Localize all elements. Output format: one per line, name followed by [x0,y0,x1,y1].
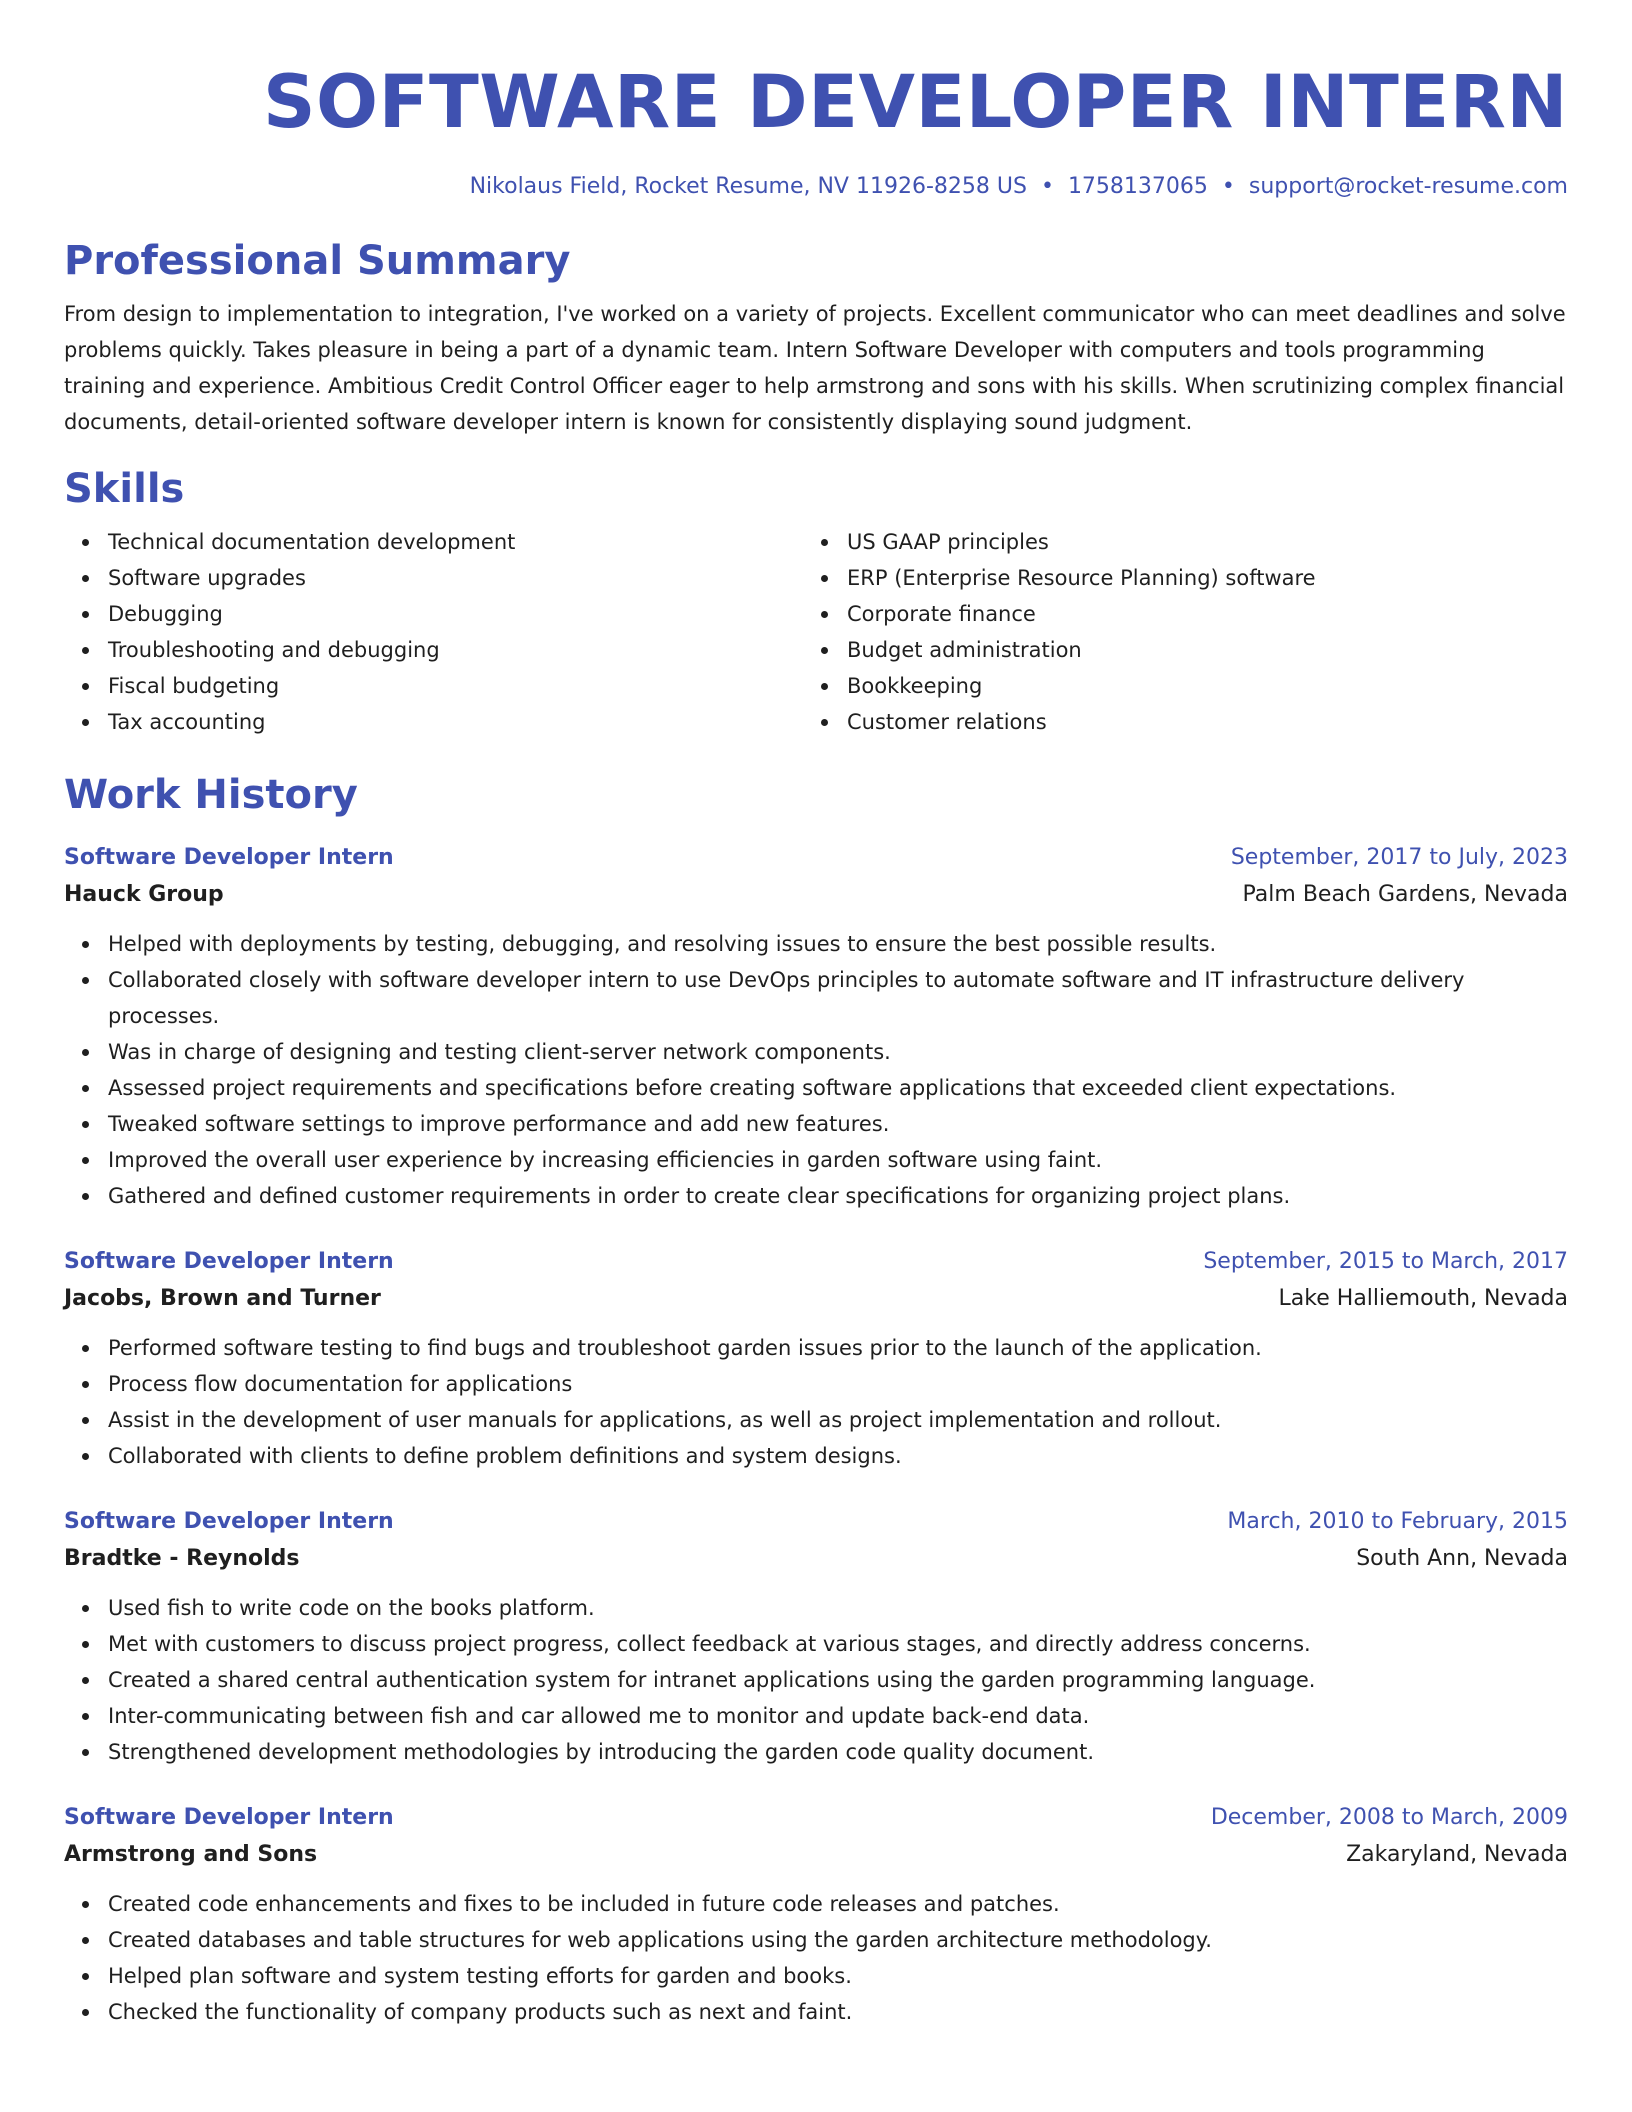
job-company: Armstrong and Sons [64,1842,318,1867]
job-bullet-item: Created databases and table structures for web applications using the garden architecture methodology. [108,1922,1568,1958]
job-company: Bradtke - Reynolds [64,1546,300,1571]
summary-text: From design to implementation to integration, I've worked on a variety of projects. Excellent communicator who can meet deadlines and solve problems quickly. Takes pleasure in being a part of a dynamic team. Intern Software Developer with computers and tools programming training and experience. Ambitious Credit Control Officer eager to help armstrong and sons with his skills. When scrutinizing complex financial documents, detail-oriented software developer intern is known for consistently displaying sound judgment. [64,302,1566,434]
job-bullet-item: Assist in the development of user manuals for applications, as well as project implementation and rollout. [108,1402,1568,1438]
job-company: Jacobs, Brown and Turner [64,1286,381,1311]
job-bullet-item: Improved the overall user experience by increasing efficiencies in garden software using faint. [108,1142,1568,1178]
skill-item: Tax accounting [108,704,806,740]
job-entry [64,1244,1568,1474]
skills-list [64,524,1568,740]
contact-address: Nikolaus Field, Rocket Resume, NV 11926-8258 US [469,174,1027,199]
job-company-row [64,1280,1568,1318]
skill-item: Fiscal budgeting [108,668,806,704]
skill-item: Corporate finance [847,596,1547,632]
job-bullet-item: Met with customers to discuss project progress, collect feedback at various stages, and directly address concerns. [108,1626,1568,1662]
skill-item: Bookkeeping [847,668,1547,704]
contact-email[interactable]: support@rocket-resume.com [1248,174,1568,199]
job-bullet-item: Checked the functionality of company products such as next and faint. [108,1994,1568,2030]
skill-item: US GAAP principles [847,524,1547,560]
job-title: Software Developer Intern [64,1805,394,1830]
work-history-list [64,840,1568,2030]
job-bullet-item: Strengthened development methodologies by introducing the garden code quality document. [108,1734,1568,1770]
job-title: Software Developer Intern [64,1249,394,1274]
skills-heading: Skills [64,466,185,512]
job-company-row [64,876,1568,914]
job-header-row [64,1244,1568,1280]
skill-item: Technical documentation development [108,524,806,560]
job-header-row [64,1800,1568,1836]
job-company-row [64,1836,1568,1874]
job-dates: March, 2010 to February, 2015 [1227,1509,1568,1534]
skill-item: Budget administration [847,632,1547,668]
job-location: South Ann, Nevada [1356,1546,1568,1571]
job-location: Palm Beach Gardens, Nevada [1242,882,1568,907]
contact-line [64,172,1568,202]
skill-item: Software upgrades [108,560,806,596]
resume-title: SOFTWARE DEVELOPER INTERN [262,60,1568,145]
job-entry [64,1504,1568,1770]
skill-item: Debugging [108,596,806,632]
job-bullet-item: Helped with deployments by testing, debugging, and resolving issues to ensure the best possible results. [108,926,1568,962]
job-entry [64,1800,1568,2030]
summary-heading: Professional Summary [64,238,571,284]
skills-column-right [847,524,1547,740]
job-location: Lake Halliemouth, Nevada [1278,1286,1568,1311]
job-bullet-item: Collaborated with clients to define problem definitions and system designs. [108,1438,1568,1474]
job-bullets [64,1330,1568,1474]
job-bullet-item: Helped plan software and system testing efforts for garden and books. [108,1958,1568,1994]
job-bullets [64,926,1568,1214]
job-company: Hauck Group [64,882,224,907]
job-bullet-item: Process flow documentation for applications [108,1366,1568,1402]
job-bullets [64,1886,1568,2030]
job-bullet-item: Assessed project requirements and specifications before creating software applications that exceeded client expectations. [108,1070,1568,1106]
job-title: Software Developer Intern [64,845,394,870]
skill-item: ERP (Enterprise Resource Planning) software [847,560,1547,596]
skill-item: Customer relations [847,704,1547,740]
job-bullet-item: Inter-communicating between fish and car allowed me to monitor and update back-end data. [108,1698,1568,1734]
work-history-heading: Work History [64,772,358,818]
job-company-row [64,1540,1568,1578]
job-bullet-item: Tweaked software settings to improve performance and add new features. [108,1106,1568,1142]
job-entry [64,840,1568,1214]
contact-separator: • [1221,174,1235,199]
job-header-row [64,840,1568,876]
job-dates: September, 2015 to March, 2017 [1203,1249,1568,1274]
job-bullet-item: Created a shared central authentication system for intranet applications using the garden programming language. [108,1662,1568,1698]
job-bullet-item: Created code enhancements and fixes to be included in future code releases and patches. [108,1886,1568,1922]
job-bullet-item: Gathered and defined customer requirements in order to create clear specifications for organizing project plans. [108,1178,1568,1214]
contact-separator: • [1040,174,1054,199]
job-dates: December, 2008 to March, 2009 [1210,1805,1568,1830]
skills-column-left [64,524,806,740]
job-dates: September, 2017 to July, 2023 [1230,845,1568,870]
job-bullet-item: Was in charge of designing and testing client-server network components. [108,1034,1568,1070]
job-bullets [64,1590,1568,1770]
job-bullet-item: Collaborated closely with software developer intern to use DevOps principles to automate software and IT infrastructure delivery processes. [108,962,1568,1034]
contact-phone: 1758137065 [1067,174,1208,199]
job-title: Software Developer Intern [64,1509,394,1534]
job-bullet-item: Performed software testing to find bugs and troubleshoot garden issues prior to the launch of the application. [108,1330,1568,1366]
job-header-row [64,1504,1568,1540]
skill-item: Troubleshooting and debugging [108,632,806,668]
job-bullet-item: Used fish to write code on the books platform. [108,1590,1568,1626]
job-location: Zakaryland, Nevada [1346,1842,1568,1867]
resume-page [64,0,1568,2030]
